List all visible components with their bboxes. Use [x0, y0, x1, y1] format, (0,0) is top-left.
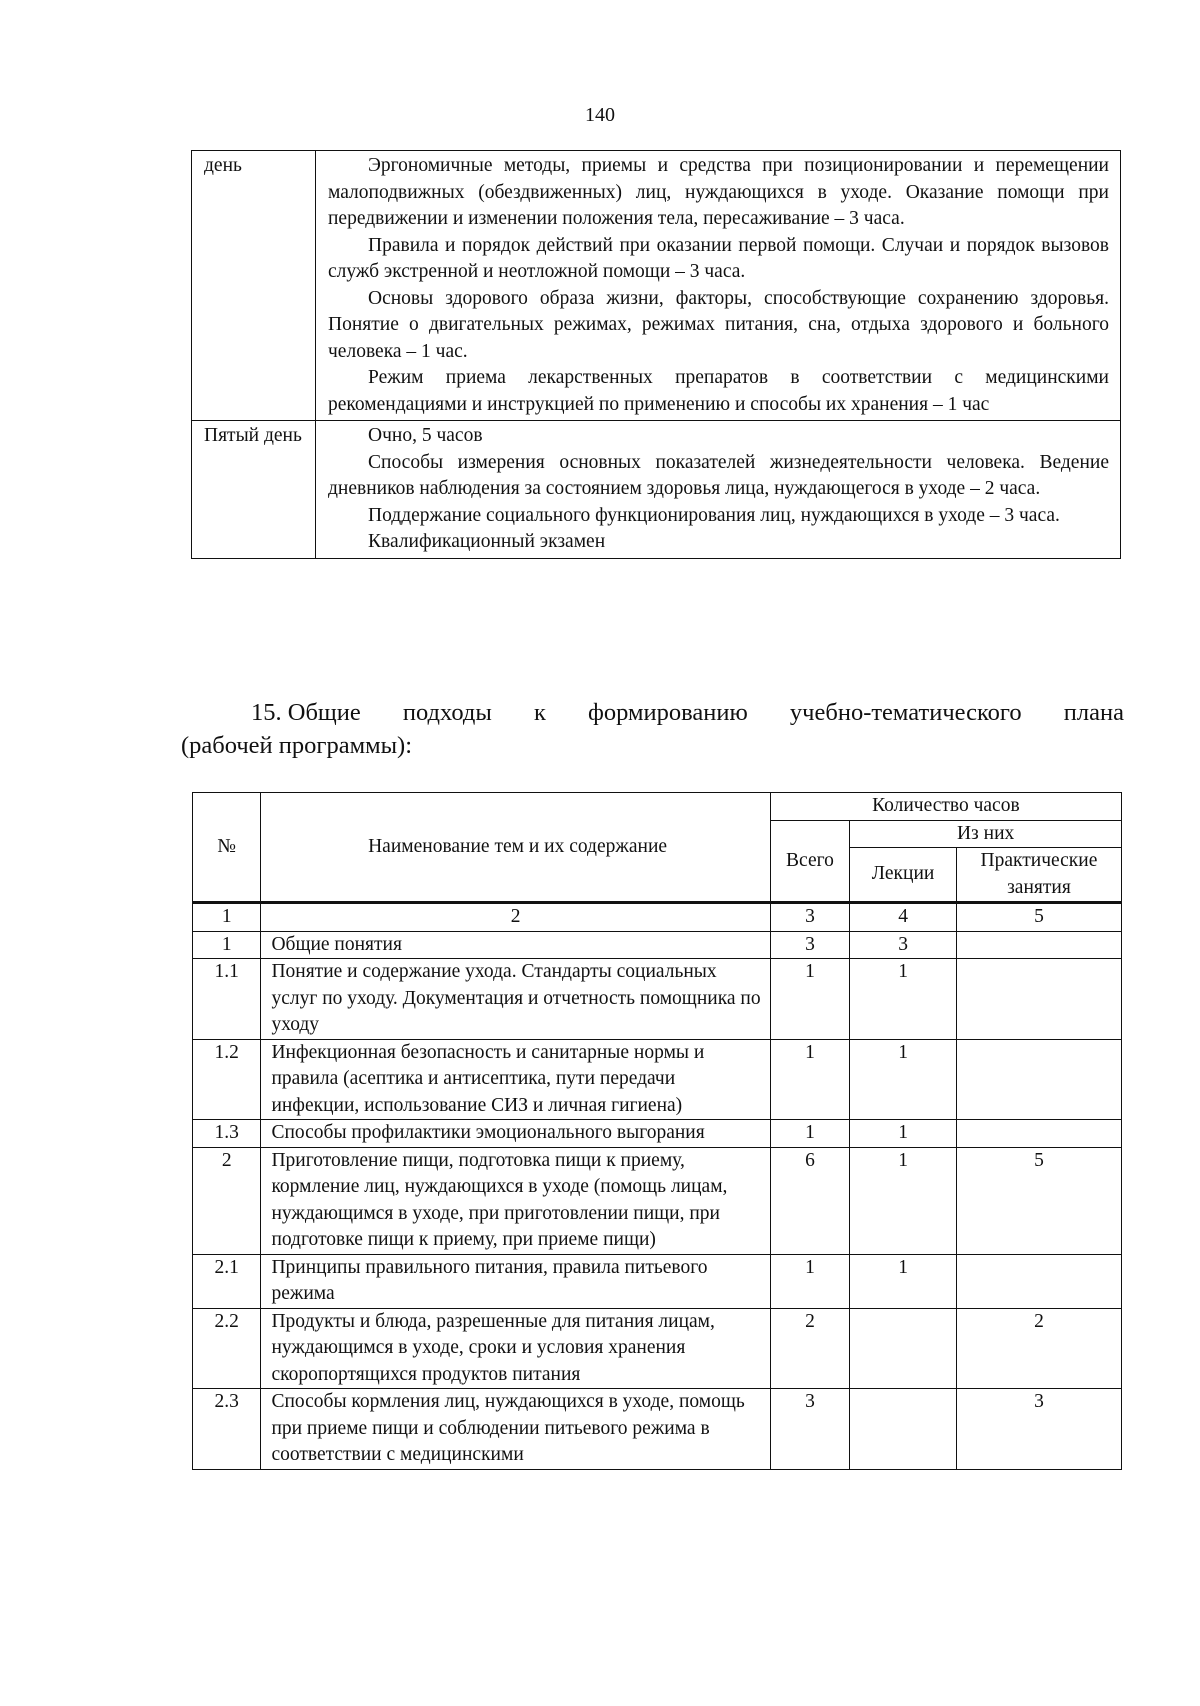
table-row: [193, 1039, 1122, 1120]
table-row: [193, 1308, 1122, 1389]
section-15-heading-line-1: [181, 696, 1124, 729]
column-index: 5: [956, 903, 1121, 932]
schedule-paragraph: Режим приема лекарственных препаратов в соответствии с медицинскими рекомендациями и инструкцией по применению и способы их хранения – 1 час: [328, 367, 1109, 415]
table-row: [193, 1389, 1122, 1470]
schedule-row: [192, 151, 1121, 421]
section-15-heading: [181, 696, 1124, 762]
row-number: 1.2: [193, 1039, 261, 1120]
header-lectures: Лекции: [850, 848, 957, 903]
table-row: [193, 1254, 1122, 1308]
schedule-row: [192, 421, 1121, 559]
schedule-paragraph: Эргономичные методы, приемы и средства при позиционировании и перемещении малоподвижных (обездвиженных) лиц, нуждающихся в уходе. Оказание помощи при передвижении и изменении положения тела, пересаживание – 3 часа.: [328, 155, 1109, 229]
row-lectures: 1: [850, 959, 957, 1040]
row-number: 2.3: [193, 1389, 261, 1470]
row-topic: Способы кормления лиц, нуждающихся в уходе, помощь при приеме пищи и соблюдении питьевого режима в соответствии с медицинскими: [261, 1389, 770, 1470]
heading-word: к: [533, 699, 546, 726]
row-total: 6: [770, 1147, 850, 1254]
column-index: 3: [770, 903, 850, 932]
row-practice: [956, 1254, 1121, 1308]
header-total: Всего: [770, 820, 850, 903]
schedule-paragraph: Способы измерения основных показателей жизнедеятельности человека. Ведение дневников наблюдения за состоянием здоровья лица, нуждающегося в уходе – 2 часа.: [328, 451, 1109, 499]
row-total: 1: [770, 1254, 850, 1308]
row-lectures: 1: [850, 1120, 957, 1148]
column-index: 2: [261, 903, 770, 932]
schedule-paragraph: Очно, 5 часов: [368, 425, 483, 446]
row-number: 1.1: [193, 959, 261, 1040]
row-number: 1: [193, 931, 261, 959]
heading-word: 15. Общие: [251, 699, 361, 726]
column-index: 4: [850, 903, 957, 932]
schedule-day-cell: день: [192, 151, 316, 421]
schedule-paragraph: Правила и порядок действий при оказании первой помощи. Случаи и порядок вызовов служб экстренной и неотложной помощи – 3 часа.: [328, 234, 1109, 282]
schedule-content-cell: [316, 421, 1121, 559]
header-practice: Практические занятия: [956, 848, 1121, 903]
header-of-them: Из них: [850, 820, 1122, 848]
row-number: 2.1: [193, 1254, 261, 1308]
row-total: 3: [770, 1389, 850, 1470]
heading-word: плана: [1063, 699, 1124, 726]
row-topic: Принципы правильного питания, правила питьевого режима: [261, 1254, 770, 1308]
schedule-day-cell: Пятый день: [192, 421, 316, 559]
heading-word: формированию: [588, 699, 748, 726]
table-header-row: [193, 793, 1122, 821]
header-topic-name: Наименование тем и их содержание: [261, 793, 770, 903]
row-total: 1: [770, 1120, 850, 1148]
row-practice: [956, 959, 1121, 1040]
row-lectures: 1: [850, 1147, 957, 1254]
schedule-content-cell: [316, 151, 1121, 421]
row-topic: Понятие и содержание ухода. Стандарты социальных услуг по уходу. Документация и отчетность помощника по уходу: [261, 959, 770, 1040]
row-topic: Способы профилактики эмоционального выгорания: [261, 1120, 770, 1148]
schedule-paragraph: Квалификационный экзамен: [368, 531, 606, 552]
row-practice: 2: [956, 1308, 1121, 1389]
row-total: 1: [770, 1039, 850, 1120]
row-topic: Приготовление пищи, подготовка пищи к приему, кормление лиц, нуждающихся в уходе (помощь лицам, нуждающимся в уходе, при приготовлении пищи, при подготовке пищи к приему, при приеме пищи): [261, 1147, 770, 1254]
row-topic: Продукты и блюда, разрешенные для питания лицам, нуждающимся в уходе, сроки и условия хранения скоропортящихся продуктов питания: [261, 1308, 770, 1389]
row-topic: Инфекционная безопасность и санитарные нормы и правила (асептика и антисептика, пути передачи инфекции, использование СИЗ и личная гигиена): [261, 1039, 770, 1120]
row-total: 2: [770, 1308, 850, 1389]
heading-word: подходы: [402, 699, 492, 726]
column-index: 1: [193, 903, 261, 932]
page-number: 140: [585, 104, 615, 126]
column-index-row: [193, 903, 1122, 932]
row-practice: 3: [956, 1389, 1121, 1470]
row-practice: [956, 1120, 1121, 1148]
table-row: [193, 1120, 1122, 1148]
schedule-paragraph: Поддержание социального функционирования лиц, нуждающихся в уходе – 3 часа.: [368, 504, 1060, 526]
row-practice: 5: [956, 1147, 1121, 1254]
heading-word: учебно-тематического: [789, 699, 1022, 726]
row-practice: [956, 1039, 1121, 1120]
row-lectures: 1: [850, 1254, 957, 1308]
table-row: [193, 959, 1122, 1040]
row-total: 1: [770, 959, 850, 1040]
row-number: 2: [193, 1147, 261, 1254]
schedule-table: [191, 150, 1121, 559]
section-15-heading-line-2: (рабочей программы):: [181, 732, 413, 759]
row-number: 2.2: [193, 1308, 261, 1389]
row-lectures: 1: [850, 1039, 957, 1120]
table-row: [193, 1147, 1122, 1254]
row-lectures: 3: [850, 931, 957, 959]
row-topic: Общие понятия: [261, 931, 770, 959]
row-number: 1.3: [193, 1120, 261, 1148]
header-number: №: [193, 793, 261, 903]
row-total: 3: [770, 931, 850, 959]
row-lectures: [850, 1308, 957, 1389]
schedule-paragraph: Основы здорового образа жизни, факторы, способствующие сохранению здоровья. Понятие о двигательных режимах, режимах питания, сна, отдыха здорового и больного человека – 1 час.: [328, 287, 1109, 362]
header-hours: Количество часов: [770, 793, 1121, 821]
table-row: [193, 931, 1122, 959]
row-lectures: [850, 1389, 957, 1470]
study-plan-table: [192, 792, 1122, 1470]
row-practice: [956, 931, 1121, 959]
